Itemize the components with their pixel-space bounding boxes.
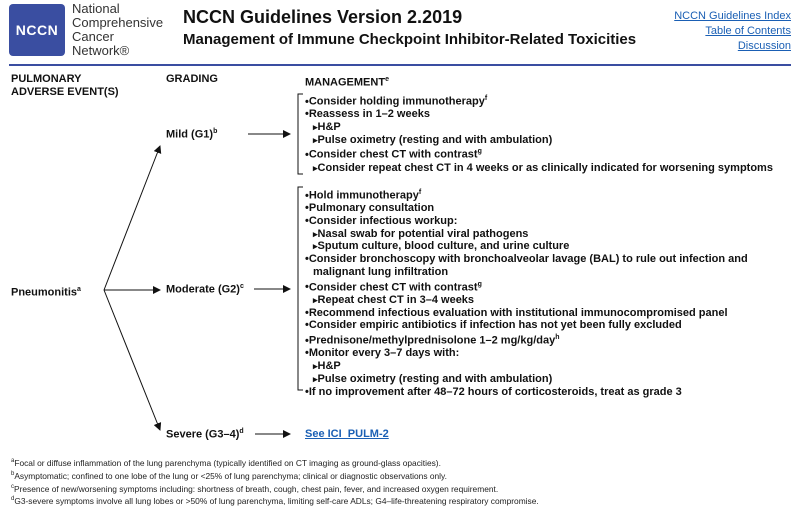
list-item	[305, 332, 790, 347]
item-text: Consider chest CT with contrast	[308, 149, 478, 162]
footnote-mark: c	[11, 483, 14, 490]
sub-list-item: ▸ Repeat chest CT in 3–4 weeks	[305, 294, 790, 307]
footnote	[11, 456, 539, 469]
list-item: • Consider empiric antibiotics if infection has not yet been fully excluded	[305, 319, 790, 332]
list-item: • Consider bronchoscopy with bronchoalveolar lavage (BAL) to rule out infection and malignant lung infiltration	[305, 253, 790, 278]
footnote	[11, 494, 539, 507]
footnote-text: G3-severe symptoms involve all lung lobes or >50% of lung parenchyma, limiting self-care ADLs; G4–life-threatening respiratory compromise.	[14, 496, 539, 507]
column-header-line: ADVERSE EVENT(S)	[11, 86, 119, 98]
item-text: Consider holding immunotherapy	[308, 95, 485, 108]
footnote	[11, 482, 539, 495]
sub-list-item: ▸ Sputum culture, blood culture, and urine culture	[305, 240, 790, 253]
org-line: Cancer	[72, 29, 114, 44]
list-item: • Reassess in 1–2 weeks	[305, 108, 775, 121]
list-item	[305, 146, 775, 161]
list-item: • Consider infectious workup:	[305, 215, 790, 228]
org-line: Comprehensive	[72, 15, 164, 30]
footnote-ref: e	[385, 76, 389, 83]
footnote-ref: c	[239, 283, 244, 290]
grade-label: Severe (G3–4)	[166, 428, 240, 441]
grade-label: Mild (G1)	[166, 128, 214, 141]
item-text: Consider chest CT with contrast	[308, 281, 478, 294]
mild-bracket	[298, 94, 303, 174]
list-item: • Pulmonary consultation	[305, 202, 790, 215]
arrow-to-severe	[104, 290, 160, 430]
footnote-ref: g	[477, 148, 482, 156]
footnote-mark: d	[11, 496, 15, 503]
adverse-event-pneumonitis	[11, 286, 81, 299]
footnote-ref: g	[477, 280, 482, 288]
guidelines-index-link[interactable]: NCCN Guidelines Index	[674, 10, 791, 22]
table-of-contents-link[interactable]: Table of Contents	[705, 25, 791, 37]
column-header-text: MANAGEMENT	[305, 76, 386, 89]
item-text: Prednisone/methylprednisolone 1–2 mg/kg/day	[308, 334, 556, 347]
footnote-text: Presence of new/worsening symptoms including: shortness of breath, cough, chest pain, fever, and increased oxygen requirement.	[14, 483, 499, 494]
grade-mild	[166, 128, 217, 141]
discussion-link[interactable]: Discussion	[737, 40, 791, 52]
list-item	[305, 93, 775, 108]
see-ici-pulm-2-link[interactable]: See ICI_PULM-2	[305, 428, 389, 440]
page-title: NCCN Guidelines Version 2.2019	[183, 7, 463, 27]
mild-management-list	[305, 93, 775, 175]
footnotes	[11, 456, 539, 507]
logo-text: NCCN	[15, 22, 59, 38]
sub-list-item: ▸ Nasal swab for potential viral pathogens	[305, 228, 790, 241]
footnote-ref: d	[239, 428, 244, 435]
grade-severe	[166, 428, 244, 441]
sub-list-item: ▸ H&P	[305, 360, 790, 373]
footnote-ref: a	[77, 286, 81, 293]
footnote-text: Asymptomatic; confined to one lobe of the lung or <25% of lung parenchyma; clinical or diagnostic observations only.	[14, 470, 447, 481]
org-line: National	[72, 1, 120, 16]
org-line: Network®	[72, 43, 130, 58]
footnote-text: Focal or diffuse inflammation of the lung parenchyma (typically identified on CT imaging as ground-glass opacities).	[14, 457, 441, 468]
footnote-mark: a	[11, 458, 15, 464]
item-text: Hold immunotherapy	[308, 189, 419, 202]
footnote-ref: f	[484, 95, 488, 102]
footnote-ref: f	[418, 189, 422, 196]
arrow-to-mild	[104, 146, 160, 290]
footnote	[11, 469, 539, 482]
list-item	[305, 279, 790, 294]
footnote-ref: h	[555, 334, 560, 342]
sub-list-item: ▸ Pulse oximetry (resting and with ambulation)	[305, 134, 775, 147]
event-label: Pneumonitis	[11, 286, 78, 299]
page-subtitle: Management of Immune Checkpoint Inhibitor-Related Toxicities	[183, 31, 637, 48]
column-header-line: PULMONARY	[11, 73, 82, 85]
sub-list-item: ▸ Pulse oximetry (resting and with ambulation)	[305, 373, 790, 386]
list-item: • Monitor every 3–7 days with:	[305, 347, 790, 360]
moderate-bracket	[298, 187, 303, 390]
grade-moderate	[166, 283, 244, 296]
list-item: • If no improvement after 48–72 hours of corticosteroids, treat as grade 3	[305, 386, 790, 399]
footnote-mark: b	[11, 470, 15, 477]
grade-label: Moderate (G2)	[166, 283, 240, 296]
moderate-management-list	[305, 187, 790, 398]
list-item: • Recommend infectious evaluation with institutional immunocompromised panel	[305, 307, 790, 320]
list-item	[305, 187, 790, 202]
sub-list-item: ▸ Consider repeat chest CT in 4 weeks or as clinically indicated for worsening symptoms	[305, 162, 775, 175]
column-header-grading: GRADING	[166, 73, 218, 85]
footnote-ref: b	[213, 128, 218, 135]
sub-list-item: ▸ H&P	[305, 121, 775, 134]
